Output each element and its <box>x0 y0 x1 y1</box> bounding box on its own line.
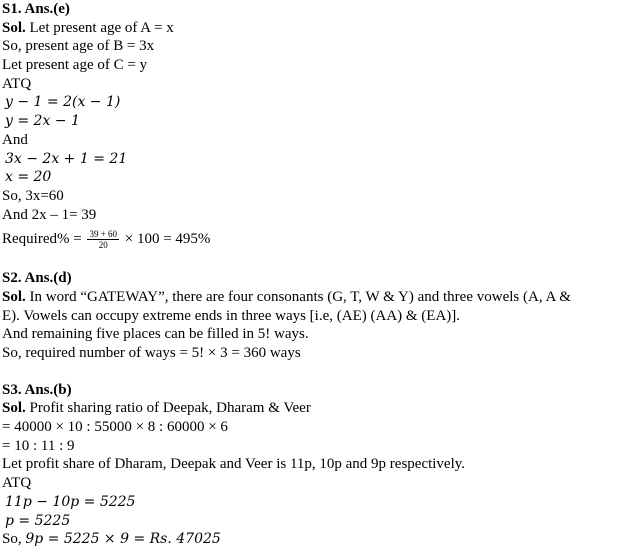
s1-line-2: So, present age of B = 3x <box>2 38 155 55</box>
s1-line-1 <box>2 19 626 38</box>
s2-heading: S2. Ans.(d) <box>2 270 72 287</box>
s1-line-7: And 2x – 1= 39 <box>2 206 97 223</box>
s3-line-2: = 40000 × 10 : 55000 × 8 : 60000 × 6 <box>2 419 228 436</box>
section-gap <box>2 251 626 269</box>
s3-equation-2: p = 5225 <box>5 512 71 529</box>
s1-fraction-numerator: 39 + 60 <box>89 229 118 240</box>
s3-final-prefix: So, <box>2 531 26 548</box>
s1-sol-label: Sol. <box>2 19 26 36</box>
s1-equation-3: 3x − 2x + 1 = 21 <box>5 150 128 167</box>
s1-required-tail: × 100 = 495% <box>121 231 211 248</box>
s3-sol-label: Sol. <box>2 400 26 417</box>
s3-line-1-text: Profit sharing ratio of Deepak, Dharam & Veer <box>25 400 311 417</box>
s2-sol-label: Sol. <box>2 288 26 305</box>
s1-required-label: Required% = <box>2 231 86 248</box>
s3-equation-3: 9p = 5225 × 9 = Rs. 47025 <box>25 531 221 548</box>
s2-line-2: E). Vowels can occupy extreme ends in three ways [i.e, (AE) (AA) & (EA)]. <box>2 307 461 324</box>
s2-line-3: And remaining five places can be filled in 5! ways. <box>2 326 309 343</box>
s1-line-1-text: Let present age of A = x <box>25 19 174 36</box>
s3-line-5: ATQ <box>2 475 32 492</box>
s3-line-1 <box>2 399 626 418</box>
s1-line-3: Let present age of C = y <box>2 57 148 74</box>
s1-equation-4: x = 20 <box>5 169 52 186</box>
s3-final-line <box>2 530 626 549</box>
s1-line-5: And <box>2 131 28 148</box>
s3-heading: S3. Ans.(b) <box>2 381 72 398</box>
s3-equation-1: 11p − 10p = 5225 <box>5 493 136 510</box>
s1-line-4: ATQ <box>2 75 32 92</box>
s1-required-line <box>2 227 626 251</box>
s3-line-3: = 10 : 11 : 9 <box>2 437 75 454</box>
s2-line-4: So, required number of ways = 5! × 3 = 360 ways <box>2 345 301 361</box>
s1-fraction <box>87 229 119 250</box>
s1-equation-1: y − 1 = 2(x − 1) <box>5 94 121 111</box>
s2-line-1 <box>2 288 626 307</box>
s1-equation-2: y = 2x − 1 <box>5 113 80 130</box>
solution-sheet <box>2 0 626 549</box>
s1-line-6: So, 3x=60 <box>2 187 64 204</box>
section-gap <box>2 363 626 381</box>
s1-fraction-denominator: 20 <box>98 240 108 251</box>
s1-heading: S1. Ans.(e) <box>2 1 70 17</box>
s3-line-4: Let profit share of Dharam, Deepak and Veer is 11p, 10p and 9p respectively. <box>2 456 466 473</box>
s2-line-1-text: In word “GATEWAY”, there are four consonants (G, T, W & Y) and three vowels (A, A & <box>25 288 571 305</box>
